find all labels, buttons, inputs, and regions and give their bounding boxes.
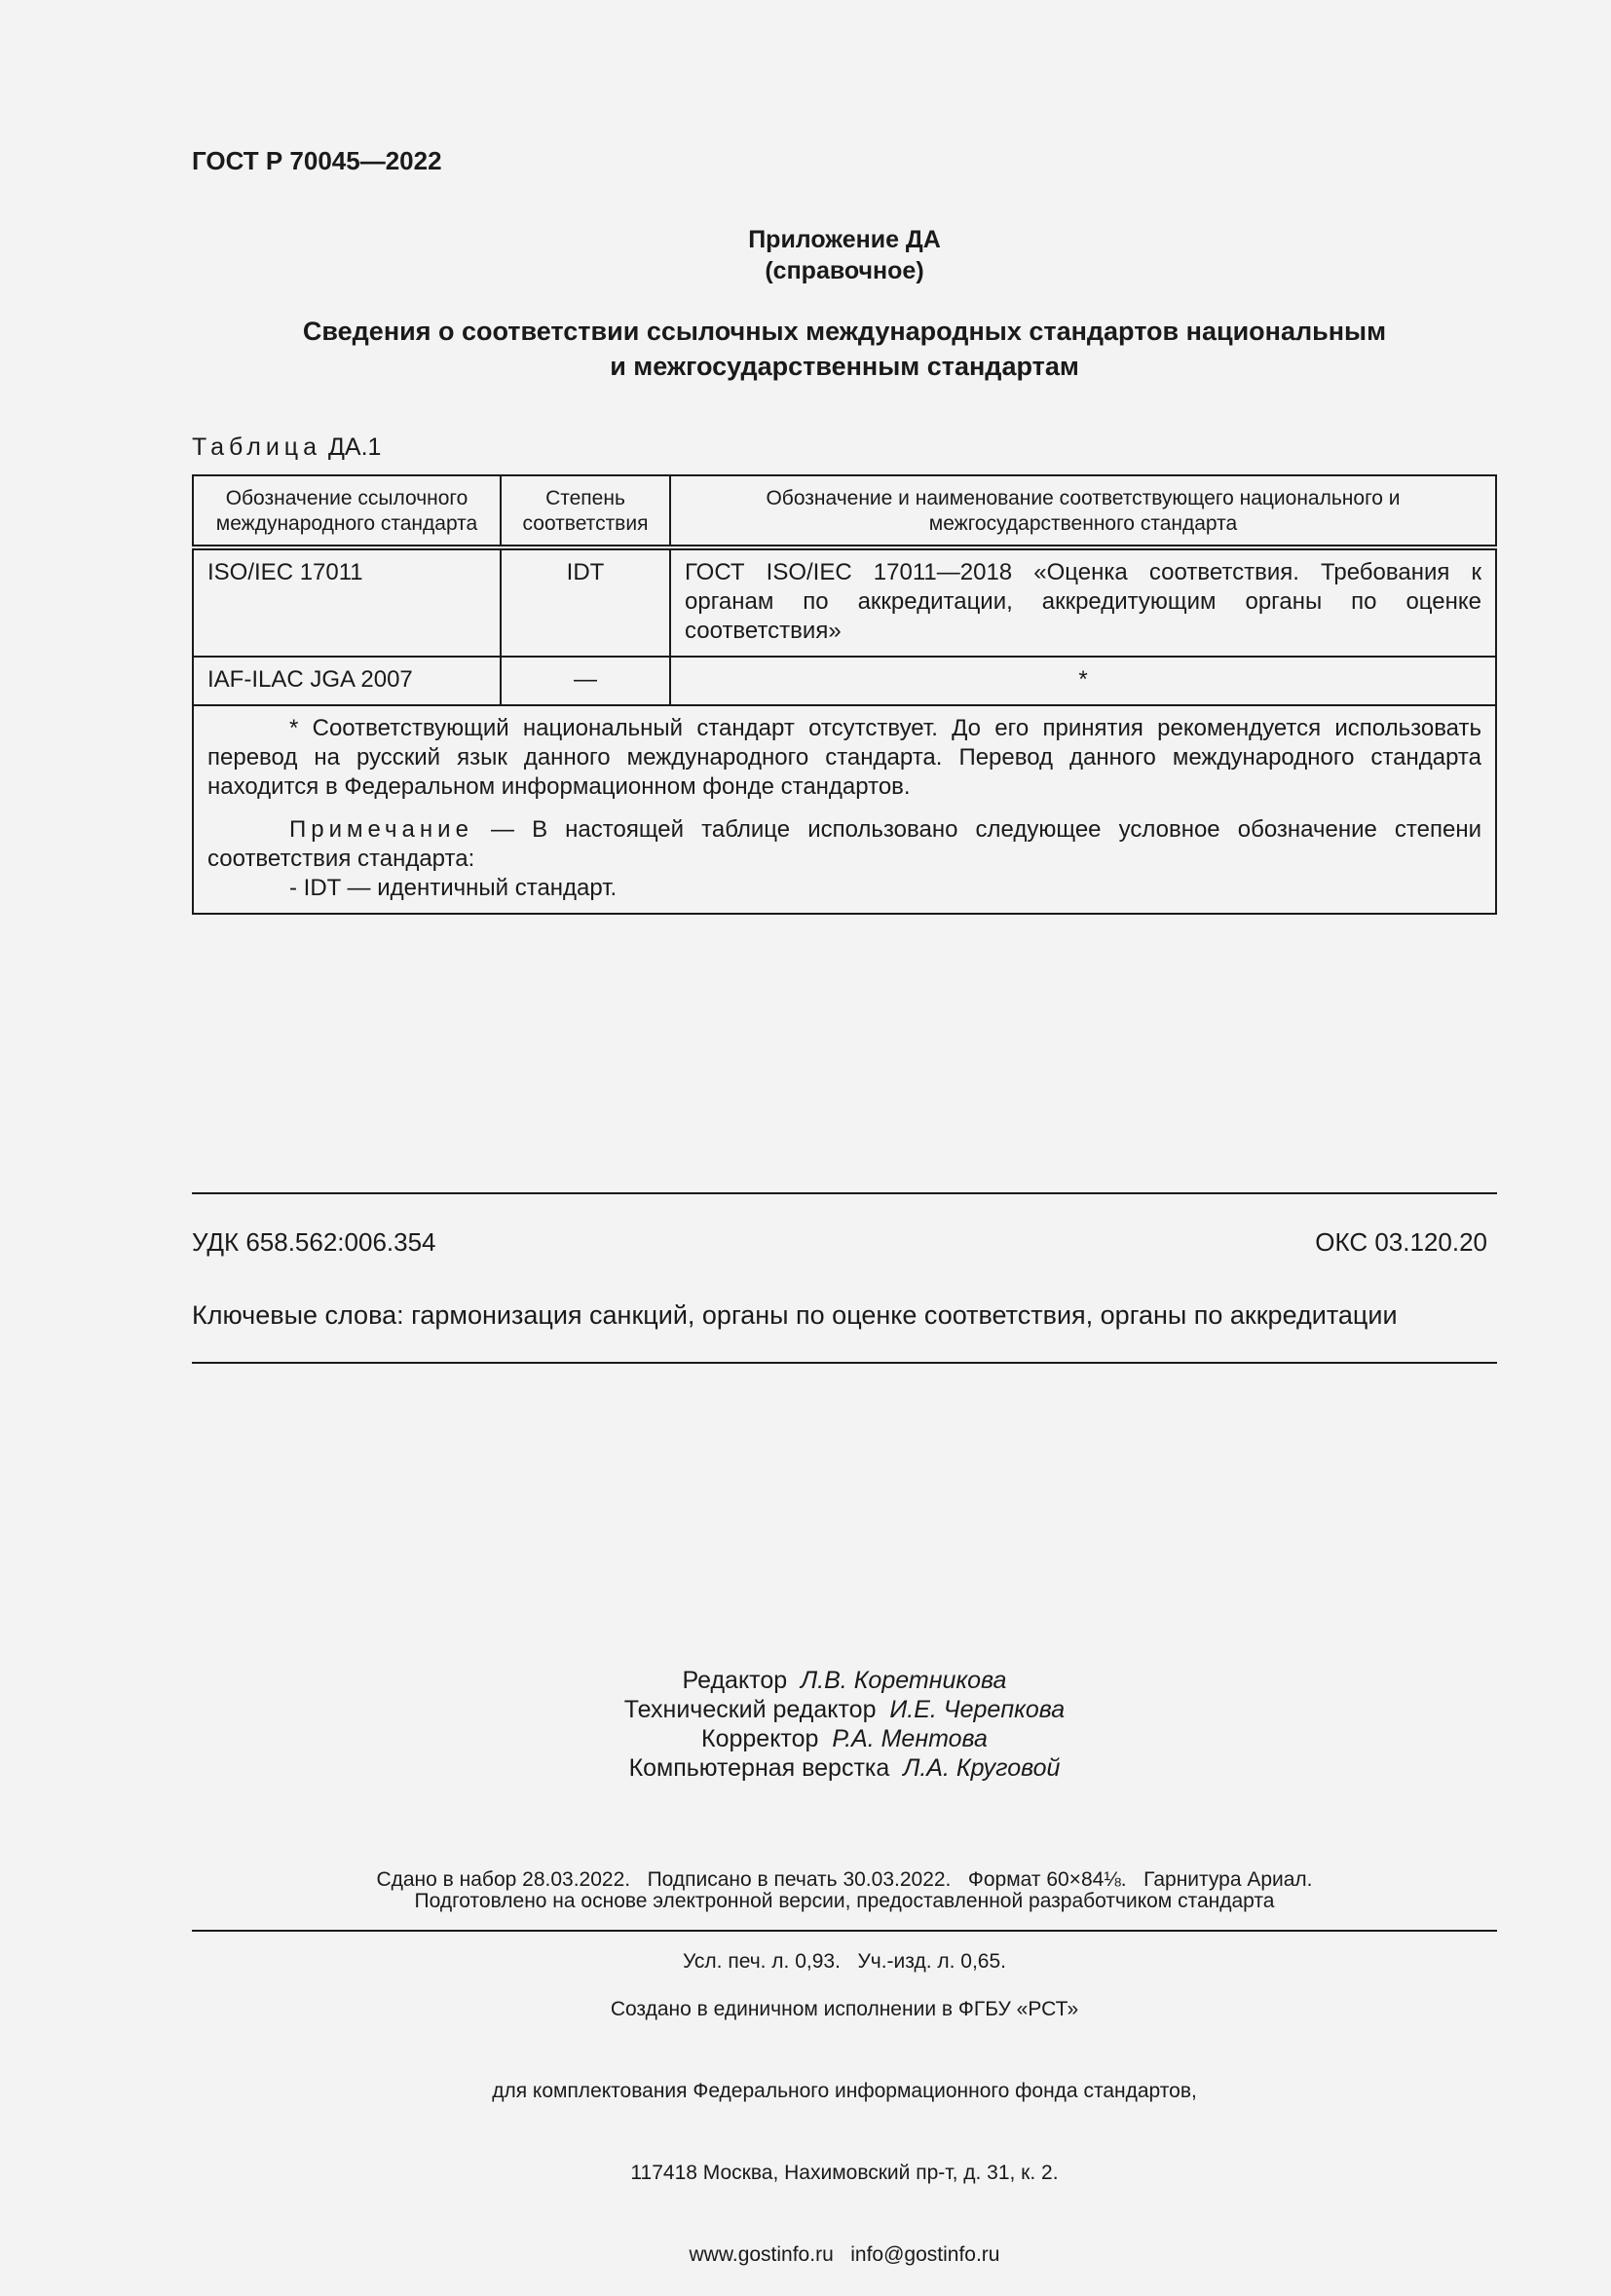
created-line2: для комплектования Федерального информационного фонда стандартов, [492, 2080, 1197, 2102]
header-ref-standard: Обозначение ссылочного международного стандарта [193, 475, 501, 547]
imprint-line1: Сдано в набор 28.03.2022. Подписано в печать 30.03.2022. Формат 60×84⅛. Гарнитура Ариал. [376, 1868, 1313, 1891]
document-code: ГОСТ Р 70045—2022 [192, 146, 442, 175]
table-note [207, 815, 1481, 874]
credit-name: Р.А. Ментова [832, 1725, 988, 1752]
appendix-title: Приложение ДА [748, 226, 941, 253]
cell-degree: IDT [501, 547, 670, 657]
cell-national: ГОСТ ISO/IEC 17011—2018 «Оценка соответствия. Требования к органам по аккредитации, аккредитующим органы по оценке соответствия» [670, 547, 1496, 657]
divider-bottom [192, 1362, 1497, 1364]
created-line3: 117418 Москва, Нахимовский пр-т, д. 31, к. 2. [630, 2162, 1059, 2184]
credit-name: Л.А. Круговой [903, 1754, 1061, 1782]
note-text: — В настоящей таблице использовано следующее условное обозначение степени соответствия стандарта: [207, 816, 1481, 872]
note-word: Примечание [289, 816, 473, 843]
cell-ref: IAF-ILAC JGA 2007 [193, 657, 501, 705]
divider-footer [192, 1930, 1497, 1932]
created-line1: Создано в единичном исполнении в ФГБУ «РСТ» [610, 1998, 1079, 2020]
credit-layout [192, 1753, 1497, 1783]
standards-table [192, 474, 1497, 915]
note-item: - IDT — идентичный стандарт. [289, 875, 618, 901]
section-title-line2: и межгосударственным стандартам [610, 352, 1079, 381]
imprint-line2: Усл. печ. л. 0,93. Уч.-изд. л. 0,65. [682, 1950, 1006, 1973]
section-title-line1: Сведения о соответствии ссылочных международных стандартов национальным [302, 317, 1387, 346]
cell-ref: ISO/IEC 17011 [193, 547, 501, 657]
credits [192, 1666, 1497, 1783]
table-label-word: Таблица [192, 433, 322, 461]
udk-code: УДК 658.562:006.354 [192, 1227, 436, 1257]
cell-degree: — [501, 657, 670, 705]
table-notes-row [193, 705, 1496, 914]
credit-name: И.Е. Черепкова [889, 1696, 1066, 1723]
created-info [192, 1941, 1497, 2296]
table-label-number: ДА.1 [321, 433, 382, 461]
credit-editor [192, 1666, 1497, 1695]
credit-name: Л.В. Коретникова [801, 1667, 1007, 1694]
credit-proofreader [192, 1724, 1497, 1753]
oks-code: ОКС 03.120.20 [1315, 1227, 1487, 1257]
credit-role: Корректор [701, 1725, 819, 1752]
created-line4: www.gostinfo.ru info@gostinfo.ru [689, 2243, 1000, 2266]
appendix-subtitle: (справочное) [765, 257, 924, 284]
credit-role: Редактор [682, 1667, 788, 1694]
table-header-row [193, 475, 1496, 547]
header-degree: Степень соответствия [501, 475, 670, 547]
table-row [193, 547, 1496, 657]
table-footnote: * Соответствующий национальный стандарт отсутствует. До его принятия рекомендуется использовать перевод на русский язык данного международного стандарта. Перевод данного международного стандарта находится в Федеральном информационном фонде стандартов. [207, 715, 1481, 800]
table-label [192, 433, 381, 462]
prepared-note: Подготовлено на основе электронной версии, предоставленной разработчиком стандарта [414, 1890, 1275, 1912]
keywords: Ключевые слова: гармонизация санкций, органы по оценке соответствия, органы по аккредитации [192, 1300, 1398, 1330]
table-notes [193, 705, 1496, 914]
header-national-standard: Обозначение и наименование соответствующего национального и межгосударственного стандарта [670, 475, 1496, 547]
credit-role: Компьютерная верстка [628, 1754, 890, 1782]
credit-tech-editor [192, 1695, 1497, 1724]
divider-top [192, 1192, 1497, 1194]
cell-national: * [670, 657, 1496, 705]
section-title [192, 314, 1497, 384]
appendix-heading [192, 224, 1497, 286]
credit-role: Технический редактор [623, 1696, 877, 1723]
table-row [193, 657, 1496, 705]
